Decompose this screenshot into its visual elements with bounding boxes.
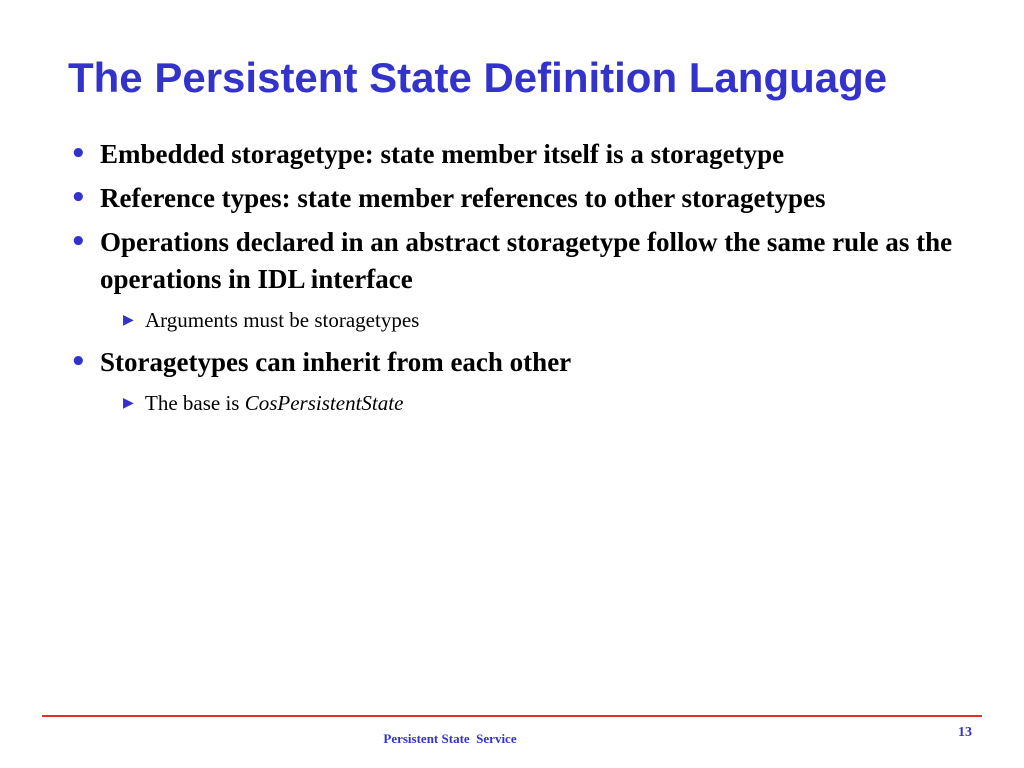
sub-bullet-emphasis: CosPersistentState [244,391,404,415]
bullet-text: Storagetypes can inherit from each other [100,347,572,377]
sub-bullet-text: Arguments must be storagetypes [145,308,420,332]
sub-bullet-item [70,388,970,418]
footer-text: Persistent State Service [383,731,517,746]
bullet-list [70,136,970,427]
right-triangle-arrow-icon: ▶ [123,312,134,328]
bullet-dot-icon: • [70,139,87,169]
bullet-dot-icon: • [70,227,87,257]
sub-bullet-item [70,305,970,335]
slide-title: The Persistent State Definition Language [68,54,888,101]
right-triangle-arrow-icon: ▶ [123,395,134,411]
bullet-text: Embedded storagetype: state member itself is a storagetype [100,139,785,169]
bullet-item [70,136,970,173]
sub-bullet-text-prefix: The base is [145,391,245,415]
bullet-text: Operations declared in an abstract storagetype follow the same rule as the operations in IDL interface [100,227,953,294]
bullet-item [70,344,970,381]
bullet-item [70,224,970,298]
footer-divider [42,715,982,717]
bullet-text: Reference types: state member references to other storagetypes [100,183,826,213]
bullet-item [70,180,970,217]
bullet-dot-icon: • [70,183,87,213]
page-number: 13 [958,725,972,740]
bullet-dot-icon: • [70,347,87,377]
